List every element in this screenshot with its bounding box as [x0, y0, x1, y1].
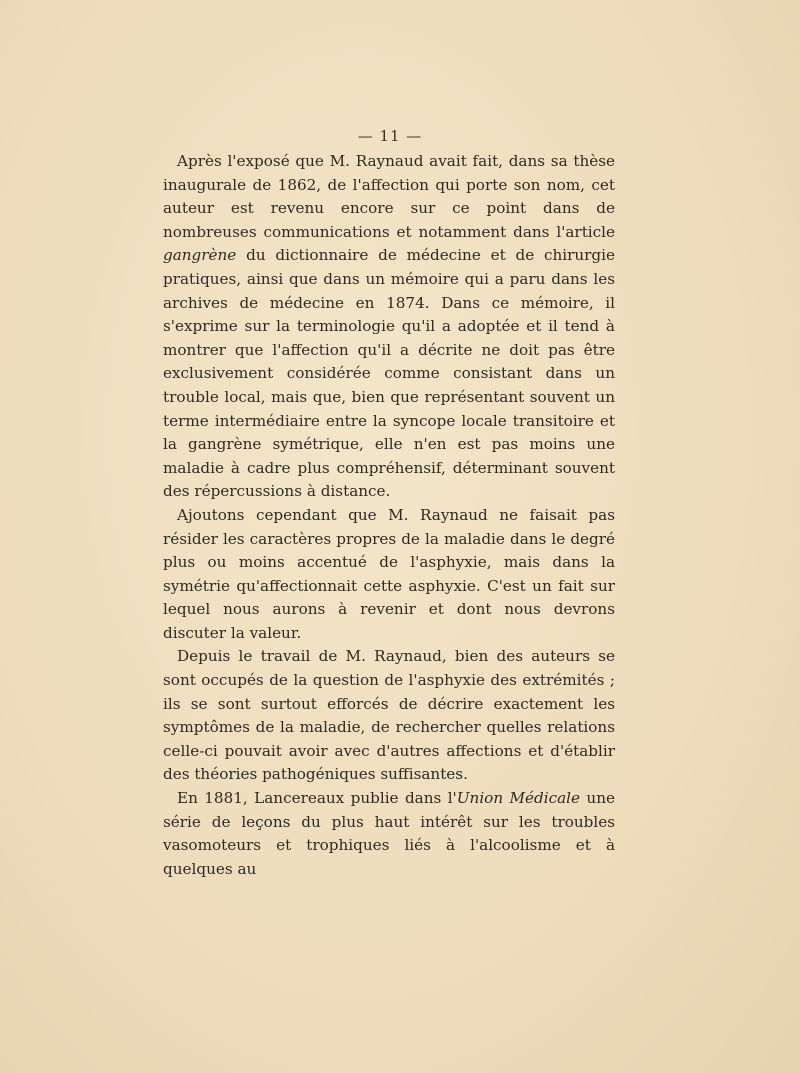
- text-segment: Ajoutons cependant que M. Raynaud ne faisait pas résider les caractères propres de la maladie dans le degré plus ou moins accentué de l'asphyxie, mais dans la symétrie qu'affectionnait cette asphyxie. C'est un fait sur lequel nous aurons à revenir et dont nous devrons discuter la valeur.: [163, 505, 615, 642]
- text-segment: une série de leçons du plus haut intérêt sur les troubles vasomoteurs et trophiques liés à l'alcoolisme et à quelques au: [163, 789, 615, 878]
- text-segment: En 1881, Lancereaux publie dans l': [177, 789, 457, 808]
- text-segment: Depuis le travail de M. Raynaud, bien des auteurs se sont occupés de la question de l'asphyxie des extrémités ; ils se sont surtout efforcés de décrire exactement les symptômes de la maladie, de rechercher quelles relations celle-ci pouvait avoir avec d'autres affections et d'établir des théories pathogéniques suffisantes.: [163, 647, 615, 784]
- paragraph: [163, 504, 615, 646]
- paragraph: [163, 150, 615, 504]
- body-text: [163, 150, 615, 881]
- text-segment: du dictionnaire de médecine et de chirurgie pratiques, ainsi que dans un mémoire qui a paru dans les archives de médecine en 1874. Dans ce mémoire, il s'exprime sur la terminologie qu'il a adoptée et il tend à montrer que l'affection qu'il a décrite ne doit pas être exclusivement considérée comme consistant dans un trouble local, mais que, bien que représentant souvent un terme intermédiaire entre la syncope locale transitoire et la gangrène symétrique, elle n'en est pas moins une maladie à cadre plus compréhensif, déterminant souvent des répercussions à distance.: [163, 246, 615, 501]
- text-segment: Après l'exposé que M. Raynaud avait fait, dans sa thèse inaugurale de 1862, de l'affection qui porte son nom, cet auteur est revenu encore sur ce point dans de nombreuses communications et notamment dans l'article: [163, 152, 615, 241]
- paragraph: [163, 787, 615, 881]
- paragraph: [163, 645, 615, 787]
- italic-text: gangrène: [163, 246, 237, 265]
- italic-text: Union Médicale: [456, 789, 581, 808]
- page-number: — 11 —: [357, 127, 423, 145]
